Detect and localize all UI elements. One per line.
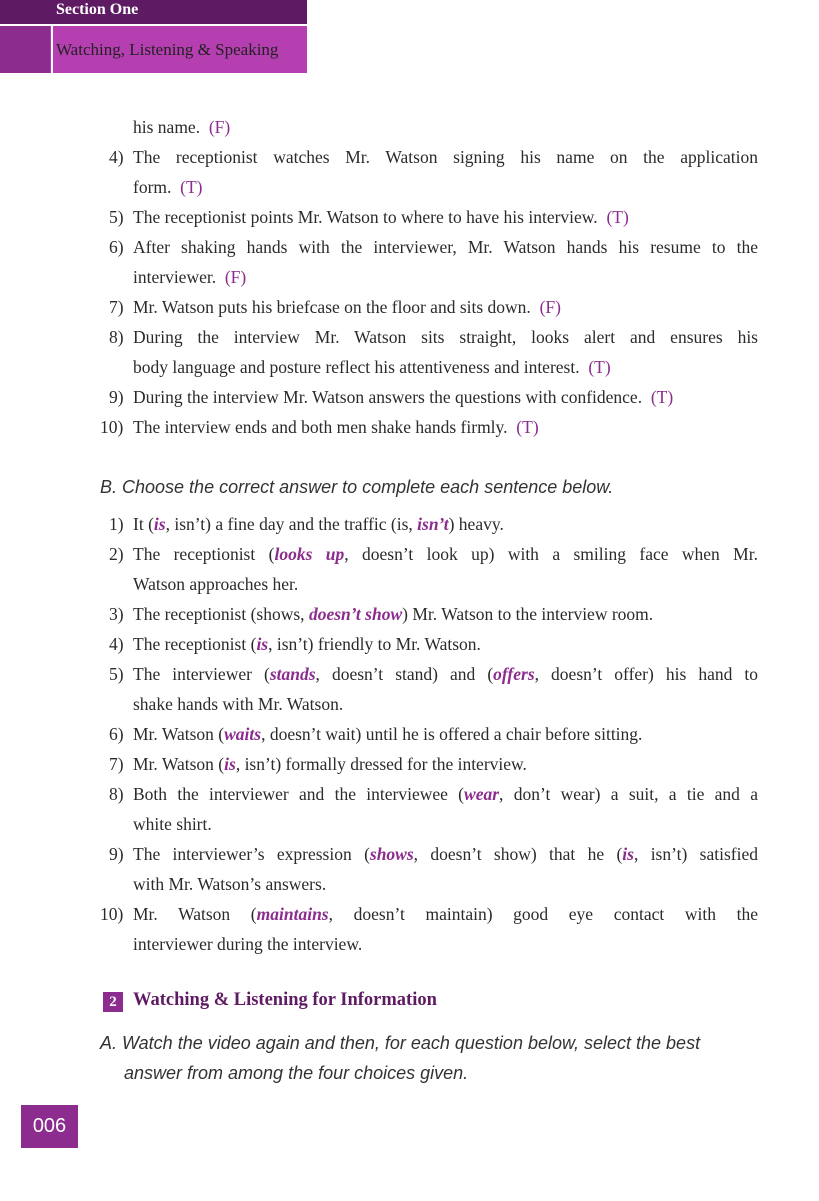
statement-text: body language and posture reflect his attentiveness and interest. xyxy=(133,357,580,377)
sentence-text: Both the interviewer and the interviewee (wear, don’t wear) a suit, a tie and a xyxy=(133,784,758,804)
statement-text: The interview ends and both men shake hands firmly. xyxy=(133,417,508,437)
text-line xyxy=(109,784,758,805)
sentence-text: Watson approaches her. xyxy=(133,574,299,594)
item-number: 6) xyxy=(109,724,124,744)
sentence-text: The interviewer’s expression (shows, doesn’t show) that he (is, isn’t) satisfied xyxy=(133,844,758,864)
item-number: 4) xyxy=(109,634,124,654)
section-2-title: Watching & Listening for Information xyxy=(133,990,437,1010)
item-number: 1) xyxy=(109,514,124,534)
text-line xyxy=(109,237,758,258)
item-number: 10) xyxy=(100,904,124,924)
text-line xyxy=(109,664,759,685)
answer-mark: (T) xyxy=(180,177,203,197)
text-line xyxy=(133,934,362,955)
statement-text: The receptionist watches Mr. Watson signing his name on the application xyxy=(133,147,758,167)
text-line xyxy=(133,357,611,378)
text-line xyxy=(133,694,343,715)
item-number: 8) xyxy=(109,784,124,804)
text-line xyxy=(109,147,758,168)
item-number: 7) xyxy=(109,754,124,774)
section-title: Section One xyxy=(56,1,139,18)
header-divider xyxy=(51,26,53,73)
item-number: 3) xyxy=(109,604,124,624)
sentence-text: Mr. Watson (waits, doesn’t wait) until he is offered a chair before sitting. xyxy=(133,724,643,744)
sentence-text: The receptionist (looks up, doesn’t look up) with a smiling face when Mr. xyxy=(133,544,758,564)
answer-mark: (F) xyxy=(539,297,561,317)
text-line xyxy=(109,327,758,348)
correct-answer: wear xyxy=(464,784,500,804)
section-subtitle: Watching, Listening & Speaking xyxy=(56,40,279,59)
text-line xyxy=(109,844,758,865)
item-number: 2) xyxy=(109,544,124,564)
correct-answer: is xyxy=(153,514,166,534)
item-number: 5) xyxy=(109,664,124,684)
correct-answer: isn’t xyxy=(417,514,449,534)
header-stripe xyxy=(0,26,50,73)
statement-text: interviewer. xyxy=(133,267,217,287)
sentence-text: The interviewer (stands, doesn’t stand) and (offers, doesn’t offer) his hand to xyxy=(133,664,759,684)
answer-mark: (T) xyxy=(650,387,674,407)
part-a2-instruction-line2: answer from among the four choices given. xyxy=(124,1063,469,1083)
text-line xyxy=(133,874,326,895)
answer-mark: (T) xyxy=(516,417,539,437)
text-line xyxy=(133,574,298,595)
item-number: 4) xyxy=(109,147,124,167)
statement-text: his name. xyxy=(133,117,201,137)
text-line xyxy=(109,544,758,565)
item-number: 5) xyxy=(109,207,124,227)
correct-answer: shows xyxy=(369,844,414,864)
item-number: 9) xyxy=(109,844,124,864)
correct-answer: is xyxy=(622,844,634,864)
section-2-number: 2 xyxy=(103,992,123,1012)
text-line xyxy=(100,417,539,438)
text-line xyxy=(133,814,212,835)
statement-text: During the interview Mr. Watson answers the questions with confidence. xyxy=(133,387,643,407)
statement-text: During the interview Mr. Watson sits straight, looks alert and ensures his xyxy=(133,327,758,347)
part-a2-instruction-line1: A. Watch the video again and then, for each question below, select the best xyxy=(100,1033,701,1053)
correct-answer: is xyxy=(256,634,269,654)
text-line xyxy=(109,207,629,228)
item-number: 6) xyxy=(109,237,124,257)
text-line xyxy=(133,177,203,198)
answer-mark: (T) xyxy=(606,207,629,227)
correct-answer: waits xyxy=(224,724,262,744)
item-number: 8) xyxy=(109,327,124,347)
correct-answer: is xyxy=(224,754,236,774)
text-line xyxy=(109,634,481,655)
correct-answer: doesn’t show xyxy=(308,604,403,624)
answer-mark: (F) xyxy=(208,117,231,137)
text-line xyxy=(109,514,504,535)
item-number: 10) xyxy=(100,417,124,437)
sentence-text: Mr. Watson (maintains, doesn’t maintain) good eye contact with the xyxy=(133,904,758,924)
sentence-text: white shirt. xyxy=(133,814,212,834)
section-header xyxy=(0,0,307,24)
correct-answer: looks up xyxy=(274,544,345,564)
correct-answer: maintains xyxy=(256,904,329,924)
answer-mark: (T) xyxy=(588,357,611,377)
text-line xyxy=(109,387,674,408)
sentence-text: It (is, isn’t) a fine day and the traffic (is, isn’t) heavy. xyxy=(133,514,504,534)
sentence-text: interviewer during the interview. xyxy=(133,934,363,954)
correct-answer: offers xyxy=(493,664,535,684)
sentence-text: The receptionist (shows, doesn’t show) Mr. Watson to the interview room. xyxy=(133,604,654,624)
text-line xyxy=(109,297,561,318)
sentence-text: The receptionist (is, isn’t) friendly to Mr. Watson. xyxy=(133,634,481,654)
sentence-text: Mr. Watson (is, isn’t) formally dressed for the interview. xyxy=(133,754,527,774)
text-line xyxy=(133,117,230,138)
answer-mark: (F) xyxy=(224,267,247,287)
part-b-heading: B. Choose the correct answer to complete each sentence below. xyxy=(100,477,614,497)
statement-text: form. xyxy=(133,177,172,197)
statement-text: After shaking hands with the interviewer, Mr. Watson hands his resume to the xyxy=(133,237,758,257)
sentence-text: with Mr. Watson’s answers. xyxy=(133,874,327,894)
item-number: 7) xyxy=(109,297,124,317)
sentence-text: shake hands with Mr. Watson. xyxy=(133,694,344,714)
text-line xyxy=(100,904,758,925)
statement-text: The receptionist points Mr. Watson to where to have his interview. xyxy=(133,207,598,227)
statement-text: Mr. Watson puts his briefcase on the floor and sits down. xyxy=(133,297,531,317)
item-number: 9) xyxy=(109,387,124,407)
text-line xyxy=(109,754,527,775)
text-line xyxy=(133,267,246,288)
section-subheader xyxy=(0,26,307,73)
correct-answer: stands xyxy=(269,664,316,684)
page-number: 006 xyxy=(21,1105,78,1148)
text-line xyxy=(109,604,654,625)
text-line xyxy=(109,724,643,745)
